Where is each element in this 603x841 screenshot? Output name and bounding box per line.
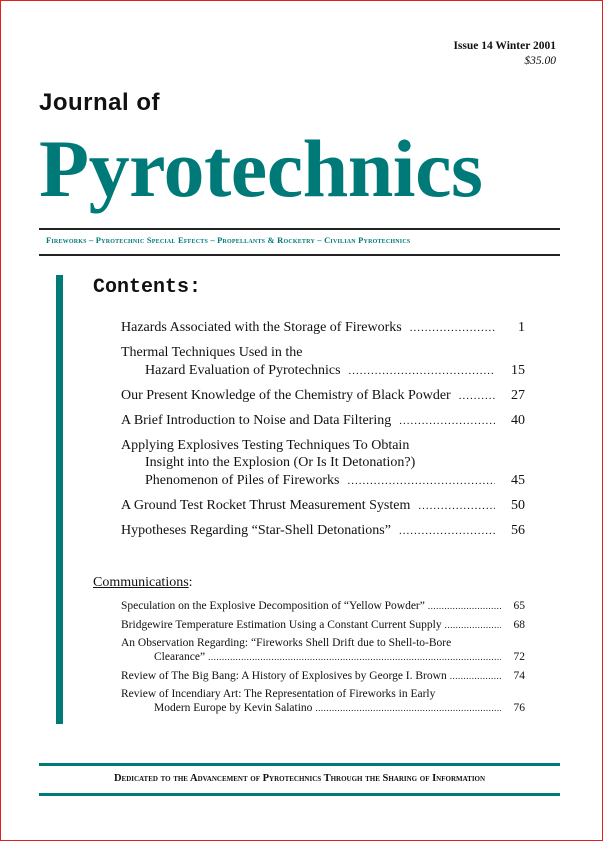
communication-entry-title: Speculation on the Explosive Decomposition of “Yellow Powder”: [121, 600, 425, 612]
toc-entry-line: [121, 412, 525, 431]
communication-entry: [121, 618, 525, 632]
toc-entry-line: [121, 387, 525, 406]
top-rule-lower: [39, 254, 560, 256]
leader-dots: [418, 498, 495, 516]
communication-entry-line: [121, 599, 525, 613]
toc-entry-page: 56: [511, 522, 525, 538]
leader-dots: [347, 473, 495, 491]
communication-entry-title: An Observation Regarding: “Fireworks Shell Drift due to Shell-to-Bore: [121, 637, 452, 649]
communication-entry-line: [121, 636, 525, 650]
toc-entry: [121, 412, 525, 431]
toc-entry-line: [121, 319, 525, 338]
communication-entry-title: Modern Europe by Kevin Salatino: [154, 702, 313, 714]
communications-list: [121, 599, 525, 720]
toc-entry-title: Our Present Knowledge of the Chemistry of Black Powder: [121, 387, 451, 403]
toc-entry-line: [121, 497, 525, 516]
toc-entry-title: A Brief Introduction to Noise and Data Filtering: [121, 412, 392, 428]
toc-entry-title: Hazards Associated with the Storage of Fireworks: [121, 320, 402, 335]
communication-entry-title: Clearance”: [154, 651, 206, 663]
communications-heading-colon: :: [188, 575, 193, 590]
toc-entry: [121, 387, 525, 406]
leader-dots: [399, 523, 495, 541]
bottom-rule-upper: [39, 763, 560, 766]
toc-entry-line: [121, 522, 525, 541]
leader-dots: [349, 363, 495, 381]
contents-heading: Contents:: [93, 276, 202, 299]
table-of-contents: [121, 319, 525, 547]
issue-label: Issue 14 Winter 2001: [453, 40, 556, 52]
communication-entry: [121, 599, 525, 613]
toc-entry-line: [121, 472, 525, 491]
toc-entry: [121, 497, 525, 516]
communication-entry: [121, 636, 525, 664]
leader-dots: [459, 388, 495, 406]
toc-entry: [121, 319, 525, 338]
toc-entry-page: 15: [511, 362, 525, 378]
toc-entry: [121, 344, 525, 380]
toc-entry-title: A Ground Test Rocket Thrust Measurement System: [121, 497, 411, 513]
toc-entry-title: Hazard Evaluation of Pyrotechnics: [145, 362, 341, 378]
leader-dots: [410, 320, 495, 338]
communication-entry-page: 68: [513, 618, 525, 631]
toc-entry-page: 45: [511, 472, 525, 488]
dedication-line: Dedicated to the Advancement of Pyrotechnics Through the Sharing of Information: [113, 773, 486, 784]
toc-entry-line: [121, 344, 525, 362]
topics-line: Fireworks – Pyrotechnic Special Effects – Propellants & Rocketry – Civilian Pyrotechnics: [46, 235, 411, 245]
communication-entry-title: Bridgewire Temperature Estimation Using a Constant Current Supply: [121, 618, 442, 631]
communication-entry-line: [121, 701, 525, 715]
communication-entry-page: 76: [513, 702, 525, 714]
toc-entry-line: [121, 362, 525, 381]
communication-entry-line: [121, 650, 525, 664]
communication-entry-line: [121, 618, 525, 632]
leader-dots: [428, 599, 501, 613]
communications-heading: [93, 575, 193, 591]
contents-accent-bar: [56, 275, 63, 724]
leader-dots: [450, 669, 501, 683]
bottom-rule-lower: [39, 793, 560, 796]
communication-entry-page: 72: [513, 651, 525, 663]
communication-entry: [121, 687, 525, 715]
top-rule: [39, 228, 560, 230]
toc-entry-title: Insight into the Explosion (Or Is It Detonation?): [145, 455, 416, 470]
leader-dots: [399, 413, 495, 431]
communication-entry-page: 74: [513, 669, 525, 682]
toc-entry-page: 27: [511, 387, 525, 403]
communication-entry-line: [121, 669, 525, 683]
communication-entry-page: 65: [513, 600, 525, 612]
toc-entry-page: 40: [511, 412, 525, 428]
masthead-line1: Journal of: [39, 89, 161, 116]
toc-entry-title: Applying Explosives Testing Techniques To Obtain: [121, 437, 410, 453]
toc-entry-page: 50: [511, 497, 525, 513]
masthead-title: Pyrotechnics: [39, 123, 483, 214]
communication-entry-line: [121, 687, 525, 701]
toc-entry-title: Thermal Techniques Used in the: [121, 345, 303, 360]
toc-entry: [121, 522, 525, 541]
leader-dots: [208, 650, 501, 664]
leader-dots: [445, 618, 501, 632]
communication-entry-title: Review of The Big Bang: A History of Explosives by George I. Brown: [121, 669, 447, 682]
toc-entry-line: [121, 454, 525, 472]
toc-entry-title: Hypotheses Regarding “Star-Shell Detonations”: [121, 522, 391, 538]
toc-entry-page: 1: [518, 320, 525, 335]
communication-entry-title: Review of Incendiary Art: The Representation of Fireworks in Early: [121, 688, 436, 700]
toc-entry-title: Phenomenon of Piles of Fireworks: [145, 472, 340, 488]
issue-price: $35.00: [524, 55, 556, 67]
toc-entry-line: [121, 437, 525, 455]
communication-entry: [121, 669, 525, 683]
issue-info: [453, 39, 556, 69]
communications-heading-text: Communications: [93, 575, 189, 590]
leader-dots: [315, 701, 501, 715]
toc-entry: [121, 437, 525, 491]
